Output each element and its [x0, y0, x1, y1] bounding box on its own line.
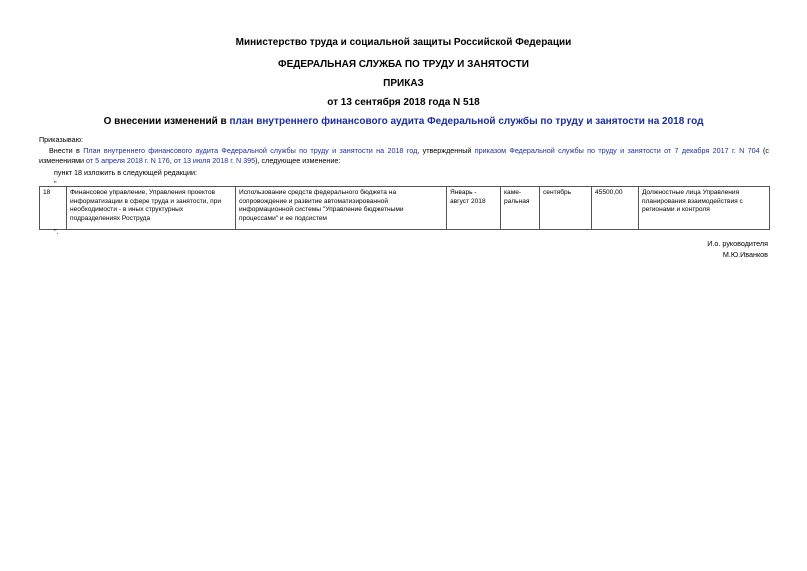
- order-paragraph: [39, 146, 769, 166]
- p-start: Внести в: [49, 146, 84, 155]
- title-link[interactable]: план внутреннего финансового аудита Федеральной службы по труду и занятости на 2018 год: [229, 116, 704, 127]
- item-intro: пункт 18 изложить в следующей редакции:: [54, 168, 198, 177]
- title-prefix: О внесении изменений в: [103, 116, 230, 127]
- plan-table: [39, 186, 770, 230]
- service-heading: ФЕДЕРАЛЬНАЯ СЛУЖБА ПО ТРУДУ И ЗАНЯТОСТИ: [278, 59, 529, 70]
- date-number: от 13 сентября 2018 года N 518: [327, 97, 480, 108]
- p-mid3: ,: [169, 156, 174, 165]
- doc-type-heading: ПРИКАЗ: [383, 78, 424, 89]
- order-line: Приказываю:: [39, 135, 83, 144]
- table-row: [40, 187, 770, 230]
- signature-position: И.о. руководителя: [707, 239, 768, 248]
- ministry-heading: Министерство труда и социальной защиты Российской Федерации: [235, 37, 572, 48]
- cell-responsible: Должностные лица Управления планирования взаимодействия с регионами и контроля: [639, 187, 770, 230]
- cell-period: Январь - август 2018: [447, 187, 501, 230]
- quote-close: ".: [54, 227, 59, 236]
- cell-subject: Использование средств федерального бюджета на сопровождение и развитие автоматизированной информационной системы "Управление бюджетными процессами" и ее подсистем: [236, 187, 447, 230]
- order-176-link[interactable]: от 5 апреля 2018 г. N 176: [86, 156, 170, 165]
- p-end: ), следующее изменение:: [255, 156, 341, 165]
- document-title: [0, 116, 807, 127]
- plan-link[interactable]: План внутреннего финансового аудита Федеральной службы по труду и занятости на 2018 год: [83, 146, 418, 155]
- p-mid2: (с изменениями: [39, 146, 769, 165]
- order-704-link[interactable]: приказом Федеральной службы по труду и занятости от 7 декабря 2017 г. N 704: [474, 146, 760, 155]
- cell-number: 18: [40, 187, 67, 230]
- cell-month: сентябрь: [540, 187, 592, 230]
- cell-amount: 45500,00: [592, 187, 639, 230]
- order-395-link[interactable]: от 13 июля 2018 г. N 395: [173, 156, 256, 165]
- p-mid1: , утвержденный: [417, 146, 475, 155]
- quote-open: ": [54, 179, 57, 188]
- cell-units: Финансовое управление, Управления проектов информатизации в сфере труда и занятости, при необходимости - в иных структурных подразделениях Роструда: [67, 187, 236, 230]
- signature-name: М.Ю.Иванков: [722, 250, 768, 259]
- cell-method: каме-ральная: [501, 187, 540, 230]
